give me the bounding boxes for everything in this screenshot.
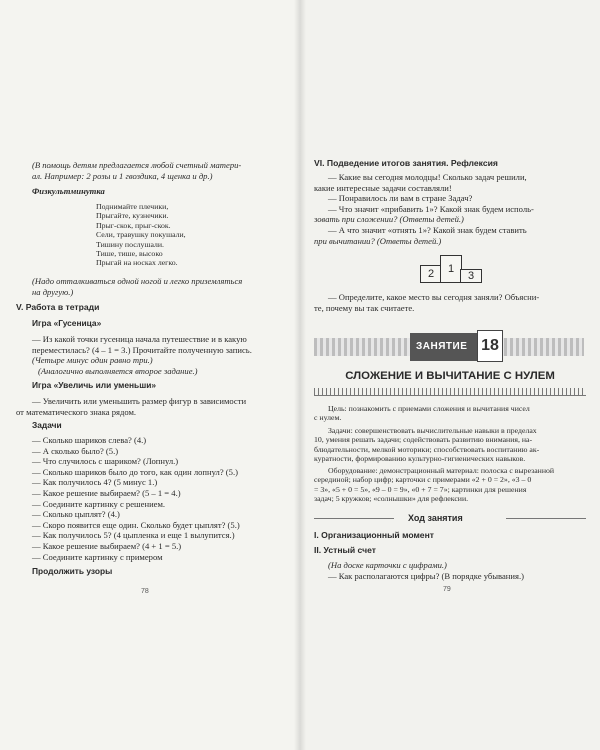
objectives-line: Задачи: совершенствовать вычислительные навыки в пределах: [328, 426, 537, 435]
intro-line: (В помощь детям предлагается любой счетный матери-: [32, 160, 242, 170]
poem-note-line: (Надо отталкиваться одной ногой и легко приземляться: [32, 276, 243, 286]
reflection-line: — Что значит «прибавить 1»? Какой знак будем исполь-: [328, 203, 534, 214]
intro-line: ал. Например: 2 розы и 1 гвоздика, 4 щенка и др.): [32, 170, 213, 181]
podium-place-3: 3: [460, 269, 482, 283]
goal-line: с нулем.: [314, 413, 342, 423]
banner-stripe-left: [314, 338, 410, 356]
section-5-heading: V. Работа в тетради: [16, 302, 100, 312]
poem-note: [32, 276, 294, 297]
poem-line: Прыгай на носках легко.: [96, 258, 178, 268]
page-number-left: 78: [141, 588, 149, 595]
lesson-number: 18: [477, 330, 503, 362]
equipment-line: серединой; набор цифр; карточки с примерами «2 + 0 = 2», «3 – 0: [314, 475, 532, 485]
game2-text: [16, 396, 294, 417]
page-number-right: 79: [443, 586, 451, 593]
reflection-line: какие интересные задачи составляли!: [314, 182, 452, 193]
task-line: — Какое решение выбираем? (4 + 1 = 5.): [32, 540, 182, 551]
oral-line: (На доске карточки с цифрами.): [328, 560, 447, 570]
task-line: — Сколько шариков слева? (4.): [32, 435, 147, 445]
game1-text: [32, 334, 294, 376]
section-1-heading: I. Организационный момент: [314, 530, 434, 540]
reflection-line: — Понравилось ли вам в стране Задач?: [328, 193, 473, 204]
game2-line: — Увеличить или уменьшить размер фигур в зависимости: [32, 396, 247, 406]
task-line: — Сколько шариков было до того, как один лопнул? (5.): [32, 466, 238, 477]
objectives-line: куратности, формированию культурно-гигиенических навыков.: [314, 454, 526, 464]
lesson-label: ЗАНЯТИЕ: [416, 341, 468, 352]
tasks-list: [32, 435, 294, 562]
game2-line: от математического знака рядом.: [16, 406, 137, 417]
tasks-title: Задачи: [32, 420, 62, 430]
fizkult-title: Физкультминутка: [32, 186, 105, 196]
task-line: — Как получилось 5? (4 цыпленка и еще 1 вылупится.): [32, 530, 235, 541]
objectives-text: [314, 426, 594, 464]
right-page: [300, 0, 600, 750]
objectives-line: блюдательности, мелкой моторики; способствовать воспитанию ак-: [314, 444, 540, 454]
task-line: — Скоро появится еще один. Сколько будет цыплят? (5.): [32, 519, 240, 530]
reflection-end-line: те, почему вы так считаете.: [314, 302, 415, 313]
reflection-line: при вычитании? (Ответы детей.): [314, 235, 442, 246]
task-line: — А сколько было? (5.): [32, 445, 119, 456]
lesson-title: СЛОЖЕНИЕ И ВЫЧИТАНИЕ С НУЛЕМ: [345, 370, 555, 382]
equipment-text: [314, 466, 594, 504]
poem-note-line: на другую.): [32, 286, 74, 297]
poem-line: Тишину послушали.: [96, 239, 164, 249]
intro-text: [32, 160, 294, 181]
section-2-heading: II. Устный счет: [314, 545, 376, 555]
task-line: — Сколько цыплят? (4.): [32, 509, 120, 520]
poem-line: Прыгайте, кузнечики.: [96, 211, 169, 221]
patterns-title: Продолжить узоры: [32, 566, 113, 576]
objectives-line: 10, умения решать задачи; содействовать развитию внимания, на-: [314, 435, 533, 445]
equipment-line: Оборудование: демонстрационный материал: полоска с вырезанной: [328, 466, 555, 475]
equipment-line: задач; 5 кружков; «солнышки» для рефлексии.: [314, 494, 469, 504]
reflection-end-line: — Определите, какое место вы сегодня заняли? Объясни-: [328, 292, 540, 302]
reflection-line: — Какие вы сегодня молодцы! Сколько задач решили,: [328, 172, 527, 182]
section-6-heading: VI. Подведение итогов занятия. Рефлексия: [314, 158, 498, 168]
game1-line: переместилась? (4 – 1 = 3.) Прочитайте полученную запись.: [32, 344, 252, 355]
poem-line: Поднимайте плечики,: [96, 202, 169, 211]
reflection-line: зовать при сложении? (Ответы детей.): [314, 214, 464, 225]
task-line: — Какое решение выбираем? (5 – 1 = 4.): [32, 487, 181, 498]
course-title: Ход занятия: [408, 513, 463, 523]
equipment-line: = 3», «5 + 0 = 5», «9 – 0 = 9», «0 + 7 = 7»; картинки для решения: [314, 484, 527, 494]
game1-line: (Аналогично выполняется второе задание.): [38, 365, 198, 376]
reflection-line: — А что значит «отнять 1»? Какой знак будем ставить: [328, 224, 527, 235]
poem-line: Прыг-скок, прыг-скок.: [96, 220, 171, 230]
course-rule-right: [506, 518, 586, 519]
poem-line: Сели, травушку покушали,: [96, 230, 186, 240]
poem-line: Тише, тише, высоко: [96, 249, 163, 259]
task-line: — Как получилось 4? (5 минус 1.): [32, 477, 158, 488]
game1-line: (Четыре минус один равно три.): [32, 355, 153, 366]
course-rule-left: [314, 518, 394, 519]
podium-place-2: 2: [420, 265, 442, 283]
game1-title: Игра «Гусеница»: [32, 318, 102, 328]
poem: [96, 202, 276, 268]
goal-text: [314, 404, 594, 423]
goal-line: Цель: познакомить с приемами сложения и вычитания чисел: [328, 404, 530, 413]
task-line: — Соедините картинку с примером: [32, 551, 163, 562]
oral-count-text: [328, 560, 594, 581]
lesson-label-box: [410, 333, 484, 361]
task-line: — Соедините картинку с решением.: [32, 498, 166, 509]
reflection-end: [314, 292, 594, 313]
banner-stripe-right: [498, 338, 584, 356]
oral-line: — Как располагаются цифры? (В порядке убывания.): [328, 570, 524, 581]
task-line: — Что случилось с шариком? (Лопнул.): [32, 456, 179, 467]
book-gutter: [294, 0, 306, 750]
game2-title: Игра «Увеличь или уменьши»: [32, 380, 156, 390]
podium-place-1: 1: [440, 255, 462, 283]
game1-line: — Из какой точки гусеница начала путешествие и в какую: [32, 334, 247, 344]
title-underline-ruler: [314, 388, 586, 396]
reflection-text: [314, 172, 594, 246]
